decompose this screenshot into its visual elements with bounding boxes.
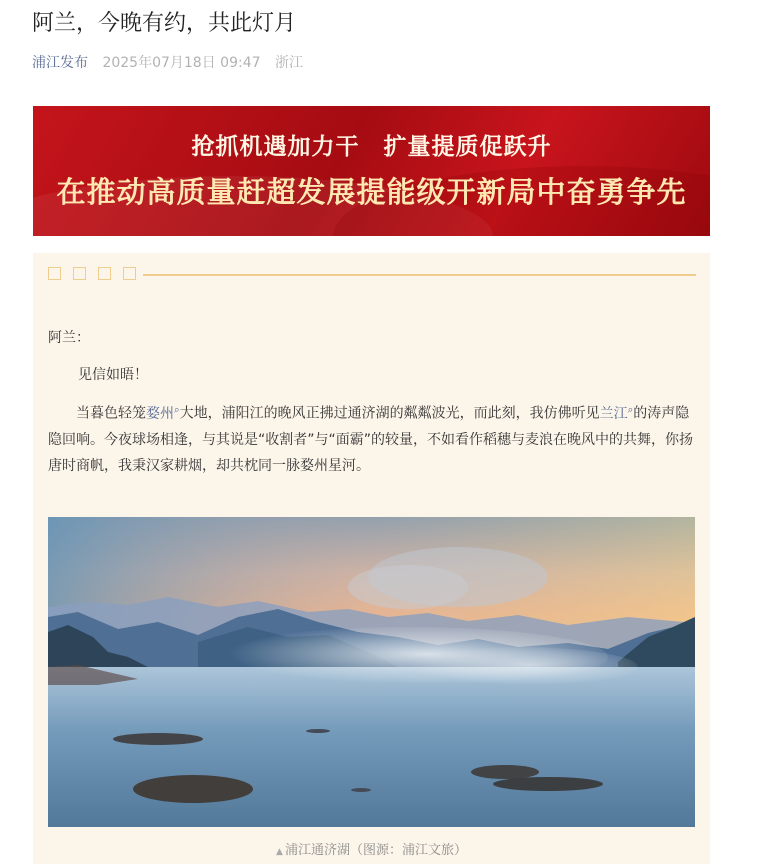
search-icon: ⌕ xyxy=(174,404,180,415)
search-link-lanjiang[interactable] xyxy=(600,406,634,422)
campaign-banner xyxy=(33,106,710,236)
decorative-line xyxy=(143,274,696,276)
letter-section xyxy=(33,253,710,864)
link-text: 婺州 xyxy=(146,405,174,422)
decorative-square xyxy=(48,267,61,280)
letter-salutation: 阿兰： xyxy=(48,330,90,346)
publish-date: 2025年07月18日 09:47 xyxy=(102,55,261,71)
article-meta xyxy=(32,53,303,73)
decorative-square xyxy=(123,267,136,280)
letter-greeting: 见信如晤！ xyxy=(78,367,148,383)
decorative-square xyxy=(73,267,86,280)
photo-caption xyxy=(33,839,710,858)
account-name-link[interactable]: 浦江发布 xyxy=(32,55,88,71)
link-text: 兰江 xyxy=(599,405,628,422)
lake-landscape-photo[interactable] xyxy=(48,517,695,827)
caption-triangle-icon: ▲ xyxy=(276,847,283,857)
letter-paragraph xyxy=(48,397,696,479)
decorative-square xyxy=(98,267,111,280)
decorative-header-rule xyxy=(48,267,696,283)
paragraph-text: 的涛声隐隐回响。今夜球场相逢，与其说是“收割者”与“面霸”的较量，不如看作稻穗与麦浪在晚风中的共舞，你扬唐时商帆，我秉汉家耕烟，却共枕同一脉婺州星河。 xyxy=(48,405,694,474)
search-link-wuzhou[interactable] xyxy=(146,406,180,422)
banner-slogan-line2: 在推动高质量赶超发展提能级开新局中奋勇争先 xyxy=(56,175,687,209)
caption-text: 浦江通济湖（图源：浦江文旅） xyxy=(284,843,467,858)
search-icon: ⌕ xyxy=(627,404,634,415)
paragraph-text: 大地，浦阳江的晚风正拂过通济湖的粼粼波光，而此刻，我仿佛听见 xyxy=(179,405,600,422)
banner-slogan-line1: 抢抓机遇加力干 扩量提质促跃升 xyxy=(191,133,552,160)
publish-location: 浙江 xyxy=(274,55,303,71)
article-title: 阿兰，今晚有约，共此灯月 xyxy=(32,11,297,36)
paragraph-text: 当暮色轻笼 xyxy=(76,405,146,422)
